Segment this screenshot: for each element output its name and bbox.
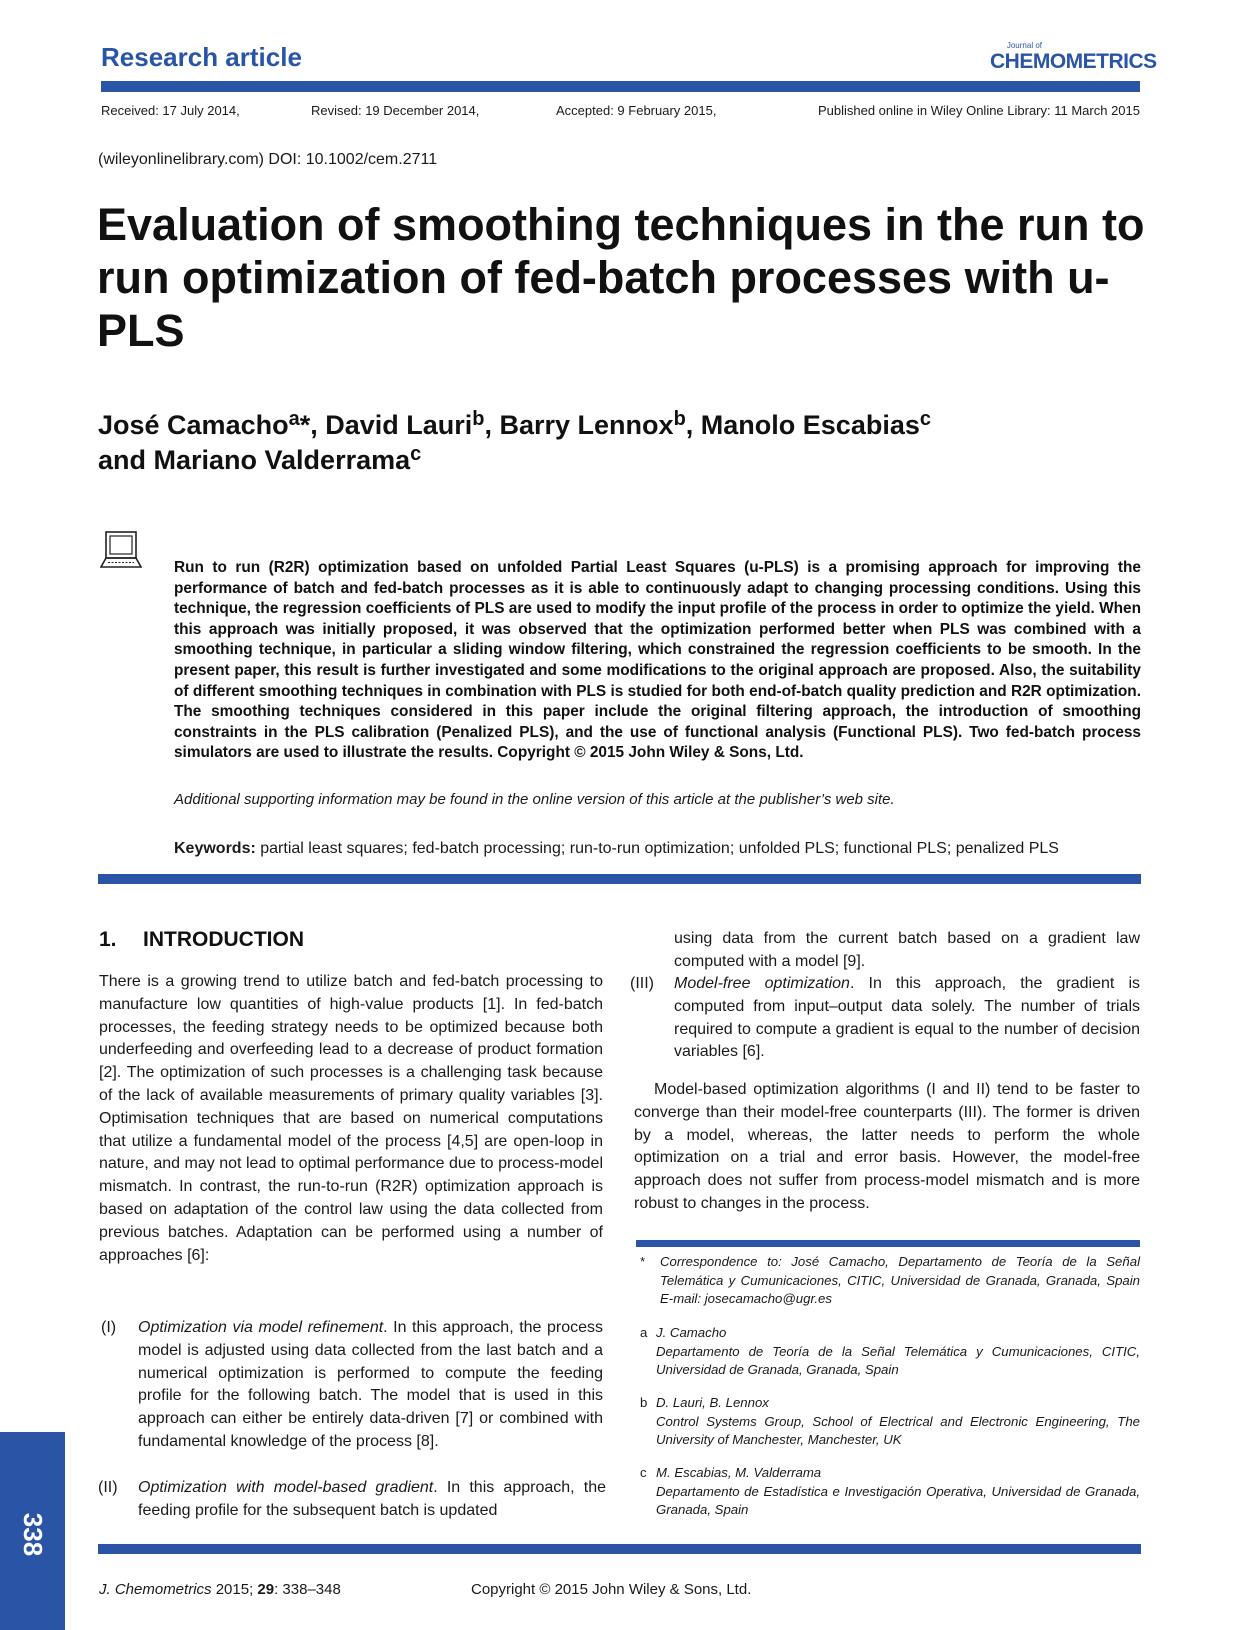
footnote-affiliation-c	[636, 1464, 1140, 1520]
citation-year: 2015;	[211, 1581, 258, 1598]
footnote-label: b	[640, 1395, 648, 1410]
section-number: 1.	[99, 928, 117, 951]
abstract: Run to run (R2R) optimization based on unfolded Partial Least Squares (u-PLS) is a promising approach for improving the performance of batch and fed-batch processes as it is able to continuously adapt to changing processing conditions. Using this technique, the regression coefficients of PLS are used to modify the input profile of the process in order to optimize the yield. When this approach was initially proposed, it was observed that the optimization performed better when PLS was combined with a smoothing technique, in particular a sliding window filtering, which constrained the regression coefficients to be smooth. In the present paper, this result is further investigated and some modifications to the original approach are proposed. Also, the suitability of different smoothing techniques in combination with PLS is studied for both end-of-batch quality prediction and R2R optimization. The smoothing techniques considered in this paper include the original filtering approach, the introduction of smoothing constraints in the PLS calibration (Penalized PLS), and the use of functional analysis (Functional PLS). Two fed-batch process simulators are used to illustrate the results. Copyright © 2015 John Wiley & Sons, Ltd.	[174, 559, 1141, 762]
footnote-label: a	[640, 1325, 648, 1340]
keywords-label: Keywords:	[174, 840, 256, 857]
footnote-correspondence	[636, 1253, 1140, 1309]
author-3-affil: b	[673, 408, 686, 430]
list-item-label: (II)	[98, 1479, 118, 1496]
author-1-affil: a	[288, 408, 300, 430]
section-title: INTRODUCTION	[143, 928, 304, 951]
date-revised: Revised: 19 December 2014,	[311, 103, 480, 118]
footnote-label: c	[640, 1465, 647, 1480]
list-item-label: (I)	[101, 1319, 117, 1336]
list-item-text	[674, 973, 1140, 1064]
list-item-body: . In this approach, the gradient is computed from input–output data solely. The number of trials required to compute a gradient is equal to the number of decision variables [6].	[674, 975, 1141, 1061]
list-item-body: . In this approach, the process model is adjusted using data collected from the last batch and a numerical optimization is performed to compute the feeding profile for the following batch. The model that is used in this approach can either be entirely data-driven [7] or combined with fundamental knowledge of the process [8].	[138, 1319, 603, 1450]
footnote-names: D. Lauri, B. Lennox	[656, 1395, 769, 1410]
list-item-text	[138, 1477, 606, 1523]
author-2: , David Lauri	[310, 410, 473, 440]
list-item-label: (III)	[630, 975, 654, 992]
keywords-text: partial least squares; fed-batch processing; run-to-run optimization; unfolded PLS; functional PLS; penalized PLS	[255, 840, 1059, 857]
list-item-title: Optimization with model-based gradient	[138, 1479, 434, 1496]
footnote-names: M. Escabias, M. Valderrama	[656, 1465, 822, 1480]
list-item-title: Optimization via model refinement	[138, 1319, 384, 1336]
date-received: Received: 17 July 2014,	[101, 103, 240, 118]
author-3: , Barry Lennox	[484, 410, 674, 440]
author-4: , Manolo Escabias	[685, 410, 920, 440]
intro-paragraph: There is a growing trend to utilize batch and fed-batch processing to manufacture low quantities of high-value products [1]. In fed-batch processes, the feeding strategy needs to be optimized because both underfeeding and overfeeding lead to a decrease of product formation [2]. The optimization of such processes is a challenging task because of the lack of available measurements of primary quality variables [3]. Optimisation techniques that are based on numerical computations that utilize a fundamental model of the process [4,5] are open-loop in nature, and may not lead to optimal performance due to process-model mismatch. In contrast, the run-to-run (R2R) optimization approach is based on adaptation of the control law using the data collected from previous batches. Adaptation can be performed using a number of approaches [6]:	[99, 973, 603, 1264]
footnote-names: J. Camacho	[656, 1325, 727, 1340]
section-heading	[99, 928, 304, 952]
author-5: and Mariano Valderrama	[98, 445, 411, 475]
journal-logo-small: Journal of	[1006, 41, 1042, 50]
author-list	[98, 408, 1148, 478]
article-type-label: Research article	[101, 42, 302, 72]
author-5-affil: c	[410, 443, 422, 465]
footnote-affiliation: Control Systems Group, School of Electrical and Electronic Engineering, The University of Manchester, Manchester, UK	[656, 1413, 1140, 1447]
supporting-info-note: Additional supporting information may be found in the online version of this article at the publisher’s web site.	[174, 791, 895, 808]
citation-pages: : 338–348	[274, 1581, 341, 1598]
list-item-title: Model-free optimization	[674, 975, 850, 992]
footnote-mark: *	[640, 1254, 646, 1269]
list-item-text	[138, 1317, 603, 1454]
author-1: José Camacho	[98, 410, 289, 440]
citation-journal: J. Chemometrics	[99, 1581, 212, 1598]
computer-icon	[100, 531, 142, 571]
footnote-rule	[636, 1240, 1140, 1247]
col2-paragraph: Model-based optimization algorithms (I and II) tend to be faster to converge than their model-free counterparts (III). The former is driven by a model, whereas, the latter needs to perform the whole optimization on a trial and error basis. However, the model-free approach does not suffer from process-model mismatch and is more robust to changes in the process.	[634, 1081, 1140, 1212]
doi: (wileyonlinelibrary.com) DOI: 10.1002/cem.2711	[98, 151, 438, 168]
author-4-affil: c	[919, 408, 931, 430]
footnote-affiliation: Departamento de Teoría de la Señal Telemática y Cumunicaciones, CITIC, Universidad de Granada, Granada, Spain	[656, 1343, 1140, 1377]
list-item-body: . In this approach, the feeding profile for the subsequent batch is updated	[138, 1479, 607, 1519]
citation-volume: 29	[257, 1581, 275, 1598]
list-item-continuation: using data from the current batch based on a gradient law computed with a model [9].	[674, 930, 1140, 970]
corresponding-mark: *	[299, 410, 311, 440]
footnote-affiliation-b	[636, 1394, 1140, 1450]
citation	[99, 1581, 341, 1598]
author-2-affil: b	[472, 408, 485, 430]
footer-rule	[98, 1544, 1141, 1554]
dates-line	[101, 103, 1140, 121]
footnote-affiliation: Departamento de Estadística e Investigación Operativa, Universidad de Granada, Granada, Spain	[656, 1483, 1140, 1517]
footnote-affiliation-a	[636, 1324, 1140, 1380]
journal-logo	[990, 41, 1157, 74]
keywords	[174, 839, 1141, 859]
journal-logo-name: CHEMOMETRICS	[990, 50, 1157, 73]
footnote-text: Correspondence to: José Camacho, Departamento de Teoría de la Señal Telemática y Cumunicaciones, CITIC, Universidad de Granada, Granada, Spain E-mail: josecamacho@ugr.es	[660, 1254, 1140, 1306]
footer-copyright: Copyright © 2015 John Wiley & Sons, Ltd.	[471, 1581, 752, 1598]
date-accepted: Accepted: 9 February 2015,	[556, 103, 717, 118]
article-title: Evaluation of smoothing techniques in the run to run optimization of fed-batch processes with u-PLS	[97, 199, 1145, 356]
header-rule	[101, 81, 1140, 92]
abstract-rule	[98, 874, 1141, 884]
date-published: Published online in Wiley Online Library: 11 March 2015	[817, 103, 1140, 118]
page-number: 338	[18, 1512, 48, 1557]
